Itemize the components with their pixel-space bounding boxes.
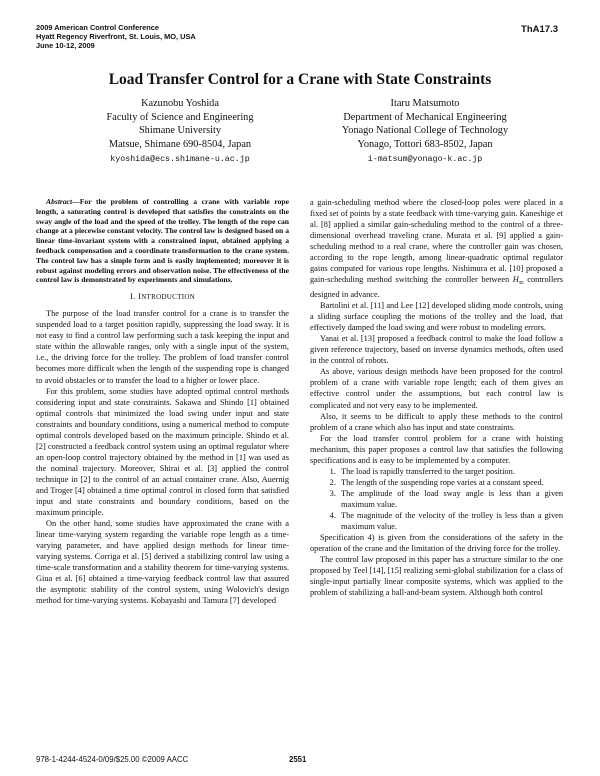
- paragraph: For this problem, some studies have adopted optimal control methods considering input and state constraints. Sakawa and Shindo [1] obtained optimal controls that minimized the load swing under input and state constraints and boundary conditions, using a numerical method to compute optimal controls developed based on the maximum principle. Shindo et al. [2] constructed a feedback control system using an optimal regulator where an open-loop control trajectory obtained by the method in [1] was used as the nominal trajectory. Moreover, Shirai et al. [3] applied the control technique in [2] to the control of an actual container crane. Also, Auernig and Troger [4] obtained a time optimal control in closed form that satisfied input and state constraints and boundary conditions, based on the maximum principle.: [36, 386, 289, 518]
- infinity-subscript: ∞: [518, 278, 524, 287]
- abstract: [36, 197, 289, 285]
- paragraph: For the load transfer control problem for a crane with hoisting mechanism, this paper proposes a control law that satisfies the following specifications and is easy to be implemented by a computer.: [310, 433, 563, 465]
- author-name: Kazunobu Yoshida: [141, 98, 219, 109]
- paragraph-text: controllers designed in advance.: [310, 275, 563, 300]
- conference-venue: Hyatt Regency Riverfront, St. Louis, MO, USA: [36, 32, 196, 41]
- h-infinity-symbol: H: [512, 275, 519, 285]
- author-addr: Yonago, Tottori 683-8502, Japan: [357, 138, 493, 150]
- author-email: i-matsum@yonago-k.ac.jp: [367, 155, 483, 164]
- author-block-2: [300, 97, 550, 167]
- paragraph: Bartolini et al. [11] and Lee [12] developed sliding mode controls, using a sliding surface coupling the motions of the trolley and the load, that effectively damped the load swing and were robust to modeling errors.: [310, 301, 563, 333]
- paper-title: Load Transfer Control for a Crane with State Constraints: [108, 71, 492, 88]
- abstract-label: Abstract: [46, 197, 73, 206]
- paragraph: As above, various design methods have been proposed for the control problem of a crane with variable rope length; each of them gives an effective control under the assumptions, but each control law is complicated and not very easy to be implemented.: [310, 367, 563, 410]
- paragraph: On the other hand, some studies have approximated the crane with a linear time-varying system regarding the variable rope length as a time-varying parameter, and have applied design methods for linear time-varying systems. Corriga et al. [5] derived a stabilizing control law using a time-scale transformation and a stability theorem for time-varying systems. Giua et al. [6] obtained a time-varying feedback control law that assured the asymptotic stability of the control system, using Wolovich's design method for time-varying systems. Kobayashi and Tamura [7] developed: [36, 519, 289, 606]
- author-univ: Yonago National College of Technology: [341, 125, 509, 136]
- author-dept: Department of Mechanical Engineering: [343, 111, 507, 123]
- paragraph: The control law proposed in this paper has a structure similar to the one proposed by Teel [14], [15] realizing semi-global stabilization for a class of single-input partially linear composite systems, which was applied to the problem of stabilizing a ball-and-beam system. Although both control: [310, 555, 563, 598]
- paragraph: Specification 4) is given from the considerations of the safety in the operation of the crane and the limitation of the driving force for the trolley.: [310, 533, 563, 554]
- author-univ: Shimane University: [138, 125, 222, 136]
- author-name: Itaru Matsumoto: [390, 98, 460, 109]
- author-email: kyoshida@ecs.shimane-u.ac.jp: [110, 155, 250, 164]
- section-initial: I: [138, 291, 142, 302]
- author-addr: Matsue, Shimane 690-8504, Japan: [108, 138, 252, 150]
- paragraph: [310, 197, 563, 300]
- paragraph: Also, it seems to be difficult to apply these methods to the control problem of a crane which also has input and state constraints.: [310, 411, 563, 432]
- paragraph: The purpose of the load transfer control for a crane is to transfer the suspended load to a target position rapidly, suppressing the load sway. It is not easy to find a control law performing such a task keeping the input and state within the allowable ranges, only with a single input of the system, i.e., the driving force for the trolley. The problem of load transfer control becomes more difficult when the length of the suspending rope is changed to avoid obstacles or to transfer the load to a higher or lower place.: [36, 309, 289, 385]
- author-dept: Faculty of Science and Engineering: [106, 111, 254, 123]
- specification-list: [310, 466, 563, 532]
- section-heading: [36, 291, 289, 303]
- author-block-1: [55, 97, 305, 167]
- left-column: [36, 197, 289, 606]
- section-title-rest: NTRODUCTION: [141, 293, 196, 302]
- paragraph: Yanai et al. [13] proposed a feedback control to make the load follow a given reference trajectory, based on inverse dynamics methods, often used in the control of robots.: [310, 334, 563, 366]
- conference-dates: June 10-12, 2009: [36, 41, 95, 50]
- list-item: 4. The magnitude of the velocity of the trolley is less than a given maximum value.: [338, 510, 563, 532]
- list-item: 2. The length of the suspending rope varies at a constant speed.: [338, 477, 563, 488]
- paragraph-text: a gain-scheduling method where the closed-loop poles were placed in a fixed set of points by a state feedback with time-varying gain. Kaneshige et al. [8] applied a similar gain-scheduling method to the control of a three-dimensional overhead traveling crane. Murata et al. [9] applied a gain-scheduling method to a real crane, where the controller gain was chosen, according to the rope length, among linear-quadratic optimal regulator gains computed for various rope lengths. Nishimura et al. [10] proposed a gain-scheduling method switching the controller between: [310, 198, 563, 285]
- session-code: ThA17.3: [521, 24, 558, 35]
- abstract-text: —For the problem of controlling a crane with variable rope length, a saturating control is developed that satisfies the constraints on the sway angle of the load and the speed of the trolley. The length of the rope can change at a piecewise constant velocity. The control law is designed based on a linear time-invariant system with a constrained input, obtained applying a feedback compensation and a coordinate transformation to the crane system. The control law has a simple form and is easily implemented; moreover it is robust against modeling errors and observation noise. The effectiveness of the control law is demonstrated by experiments and simulations.: [36, 197, 289, 285]
- page-number: 2551: [289, 755, 307, 764]
- list-item: 1. The load is rapidly transferred to the target position.: [338, 466, 563, 477]
- conference-header: [36, 23, 196, 50]
- list-item: 3. The amplitude of the load sway angle is less than a given maximum value.: [338, 488, 563, 510]
- conference-name: 2009 American Control Conference: [36, 23, 159, 32]
- right-column: [310, 197, 563, 598]
- isbn-footer: 978-1-4244-4524-0/09/$25.00 ©2009 AACC: [36, 755, 189, 764]
- section-numeral: I.: [129, 291, 136, 302]
